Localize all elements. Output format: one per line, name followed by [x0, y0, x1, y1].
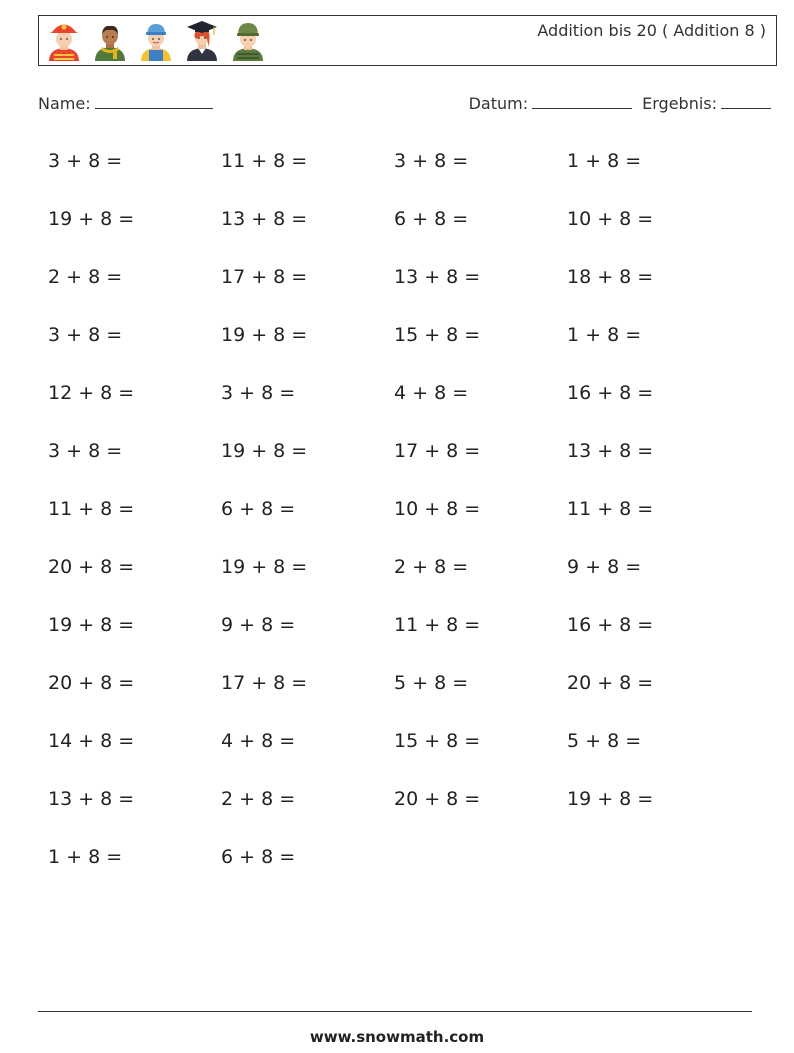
soldier-avatar-icon	[229, 19, 267, 63]
problem-item: 6 + 8 =	[394, 208, 469, 230]
person-scarf-avatar-icon	[91, 19, 129, 63]
problem-item: 20 + 8 =	[48, 672, 135, 694]
problem-item: 1 + 8 =	[48, 846, 123, 868]
problem-item: 17 + 8 =	[394, 440, 481, 462]
problem-item: 10 + 8 =	[394, 498, 481, 520]
problem-item: 6 + 8 =	[221, 846, 296, 868]
problem-item: 4 + 8 =	[394, 382, 469, 404]
problem-item: 13 + 8 =	[48, 788, 135, 810]
score-blank-line	[721, 92, 771, 109]
problem-item: 2 + 8 =	[221, 788, 296, 810]
problem-item: 1 + 8 =	[567, 150, 642, 172]
problem-item: 20 + 8 =	[567, 672, 654, 694]
problem-item: 19 + 8 =	[48, 614, 135, 636]
problem-item: 12 + 8 =	[48, 382, 135, 404]
problem-item: 19 + 8 =	[221, 556, 308, 578]
problem-item: 19 + 8 =	[48, 208, 135, 230]
problem-item: 4 + 8 =	[221, 730, 296, 752]
name-label: Name:	[38, 94, 91, 113]
problem-item: 2 + 8 =	[48, 266, 123, 288]
problem-item: 20 + 8 =	[48, 556, 135, 578]
problem-item: 3 + 8 =	[394, 150, 469, 172]
problem-item: 19 + 8 =	[221, 440, 308, 462]
footer-divider	[38, 1011, 752, 1012]
problem-item: 11 + 8 =	[221, 150, 308, 172]
problem-item: 3 + 8 =	[48, 440, 123, 462]
name-blank-line	[95, 92, 213, 109]
problem-item: 5 + 8 =	[567, 730, 642, 752]
problem-item: 15 + 8 =	[394, 324, 481, 346]
date-blank-line	[532, 92, 632, 109]
problem-item: 16 + 8 =	[567, 382, 654, 404]
name-field	[38, 92, 213, 113]
avatar-row	[45, 19, 267, 63]
problem-item: 6 + 8 =	[221, 498, 296, 520]
problem-item: 17 + 8 =	[221, 672, 308, 694]
problem-item: 17 + 8 =	[221, 266, 308, 288]
graduate-avatar-icon	[183, 19, 221, 63]
problem-item: 3 + 8 =	[48, 324, 123, 346]
problem-item: 19 + 8 =	[221, 324, 308, 346]
problem-item: 2 + 8 =	[394, 556, 469, 578]
problem-item: 16 + 8 =	[567, 614, 654, 636]
problem-item: 9 + 8 =	[567, 556, 642, 578]
score-label: Ergebnis:	[642, 94, 717, 113]
worksheet-title: Addition bis 20 ( Addition 8 )	[537, 21, 766, 40]
date-score-fields	[469, 92, 771, 113]
problem-grid	[48, 145, 748, 899]
date-label: Datum:	[468, 94, 529, 113]
problem-item: 13 + 8 =	[394, 266, 481, 288]
worker-cap-avatar-icon	[137, 19, 175, 63]
problem-item: 18 + 8 =	[567, 266, 654, 288]
problem-item: 14 + 8 =	[48, 730, 135, 752]
problem-item: 10 + 8 =	[567, 208, 654, 230]
problem-item: 1 + 8 =	[567, 324, 642, 346]
problem-item: 3 + 8 =	[221, 382, 296, 404]
problem-item: 13 + 8 =	[221, 208, 308, 230]
worksheet-header	[38, 15, 777, 66]
problem-item: 9 + 8 =	[221, 614, 296, 636]
footer-site: www.snowmath.com	[309, 1028, 485, 1046]
problem-item: 15 + 8 =	[394, 730, 481, 752]
problem-item: 13 + 8 =	[567, 440, 654, 462]
problem-item: 19 + 8 =	[567, 788, 654, 810]
problem-item: 11 + 8 =	[48, 498, 135, 520]
problem-item: 3 + 8 =	[48, 150, 123, 172]
problem-item: 5 + 8 =	[394, 672, 469, 694]
meta-row	[38, 92, 771, 116]
problem-item: 11 + 8 =	[567, 498, 654, 520]
firefighter-avatar-icon	[45, 19, 83, 63]
problem-item: 20 + 8 =	[394, 788, 481, 810]
problem-item: 11 + 8 =	[394, 614, 481, 636]
